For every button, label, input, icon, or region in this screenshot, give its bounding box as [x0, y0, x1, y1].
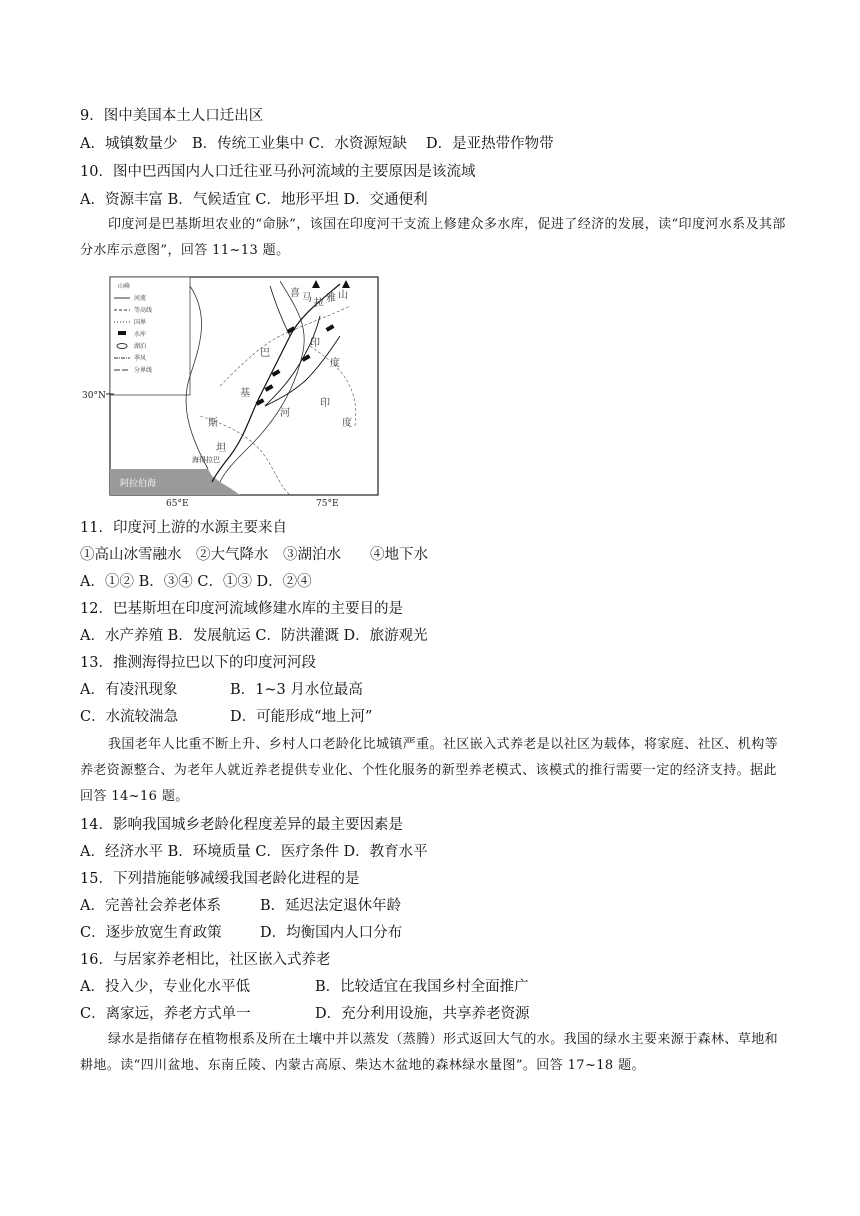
q12-options: A．水产养殖 B．发展航运 C．防洪灌溉 D．旅游观光	[80, 628, 428, 644]
q14-stem: 14．影响我国城乡老龄化程度差异的最主要因素是	[80, 817, 403, 833]
legend-label-7: 分界线	[134, 367, 153, 374]
q16-option-d: D．充分利用设施，共享养老资源	[315, 1006, 530, 1022]
q13-option-c: C．水流较湍急	[80, 709, 179, 725]
legend-label-6: 季风	[134, 355, 147, 362]
q16-option-b: B．比较适宜在我国乡村全面推广	[315, 979, 529, 995]
q16-options-row1	[80, 977, 529, 997]
q10-stem: 10．图中巴西国内人口迁往亚马孙河流域的主要原因是该流域	[80, 164, 476, 180]
map-char-11: 拉	[314, 298, 324, 309]
q13-option-d: D．可能形成“地上河”	[230, 709, 373, 725]
map-char-0: 巴	[260, 348, 270, 359]
lat-label: 30°N	[82, 391, 106, 401]
q15-options-row2	[80, 923, 402, 943]
indus-river-map	[80, 276, 380, 509]
map-char-7: 印	[320, 398, 330, 409]
q13-options-row2	[80, 707, 372, 727]
q13-option-a: A．有凌汛现象	[80, 682, 178, 698]
sea-label: 阿拉伯海	[120, 479, 157, 489]
passage-aging: 我国老年人比重不断上升、乡村人口老龄化比城镇严重。社区嵌入式养老是以社区为载体，将家庭、社区、机构等养老资源整合、为老年人就近养老提供专业化、个性化服务的新型养老模式、该模式的推行需要一定的经济支持。据此回答 14~16 题。	[80, 737, 779, 804]
q12-stem: 12．巴基斯坦在印度河流域修建水库的主要目的是	[80, 601, 403, 617]
map-char-2: 斯	[208, 418, 218, 429]
q15-option-a: A．完善社会养老体系	[80, 898, 221, 914]
q16-stem: 16．与居家养老相比，社区嵌入式养老	[80, 952, 331, 968]
map-char-4: 印	[310, 338, 320, 349]
map-char-6: 河	[280, 408, 290, 419]
legend-box	[110, 277, 190, 395]
legend-label-4: 水库	[134, 331, 147, 338]
q15-option-c: C．逐步放宽生育政策	[80, 925, 222, 941]
map-char-3: 坦	[216, 443, 226, 454]
city-label: 海得拉巴	[192, 456, 220, 464]
q11-choices: ①高山冰雪融水 ②大气降水 ③湖泊水 ④地下水	[80, 547, 428, 563]
q13-options-row1	[80, 680, 363, 700]
lon-label-left: 65°E	[166, 499, 189, 509]
q11-stem: 11．印度河上游的水源主要来自	[80, 520, 287, 536]
map-char-5: 度	[330, 358, 340, 369]
map-char-12: 雅	[326, 293, 336, 304]
q14-options: A．经济水平 B．环境质量 C．医疗条件 D．教育水平	[80, 844, 428, 860]
passage-indus: 印度河是巴基斯坦农业的“命脉”，该国在印度河干支流上修建众多水库，促进了经济的发展，读“印度河水系及其部分水库示意图”，回答 11~13 题。	[80, 217, 786, 258]
q13-stem: 13．推测海得拉巴以下的印度河河段	[80, 655, 316, 671]
map-char-8: 度	[342, 418, 352, 429]
q15-options-row1	[80, 896, 401, 916]
q9-options: A．城镇数量少 B．传统工业集中 C．水资源短缺 D．是亚热带作物带	[80, 136, 554, 152]
lon-label-right: 75°E	[316, 499, 339, 509]
passage-green-water: 绿水是指储存在植物根系及所在土壤中并以蒸发（蒸腾）形式返回大气的水。我国的绿水主要来源于森林、草地和耕地。读“四川盆地、东南丘陵、内蒙古高原、柴达木盆地的森林绿水量图”。回答 17~18 题。	[80, 1032, 779, 1073]
map-char-10: 马	[302, 293, 312, 304]
q15-option-d: D．均衡国内人口分布	[260, 925, 403, 941]
q15-option-b: B．延迟法定退休年龄	[260, 898, 402, 914]
q16-option-a: A．投入少，专业化水平低	[80, 979, 250, 995]
legend-label-0: 山峰	[118, 283, 131, 290]
q11-options: A．①② B．③④ C．①③ D．②④	[80, 574, 312, 590]
legend-label-1: 河流	[134, 295, 147, 302]
map-char-1: 基	[240, 388, 250, 399]
map-char-13: 山	[338, 290, 348, 301]
q16-options-row2	[80, 1004, 530, 1024]
legend-reservoir-mark	[118, 331, 126, 335]
q9-stem: 9．图中美国本土人口迁出区	[80, 108, 264, 124]
q16-option-c: C．离家远，养老方式单一	[80, 1006, 251, 1022]
legend-label-5: 湖泊	[134, 343, 147, 350]
legend-label-2: 等高线	[134, 307, 153, 314]
map-char-9: 喜	[290, 288, 300, 299]
q13-option-b: B．1~3 月水位最高	[230, 682, 363, 698]
legend-label-3: 国界	[134, 319, 147, 326]
q15-stem: 15．下列措施能够减缓我国老龄化进程的是	[80, 871, 360, 887]
q10-options: A．资源丰富 B．气候适宜 C．地形平坦 D．交通便利	[80, 192, 428, 208]
